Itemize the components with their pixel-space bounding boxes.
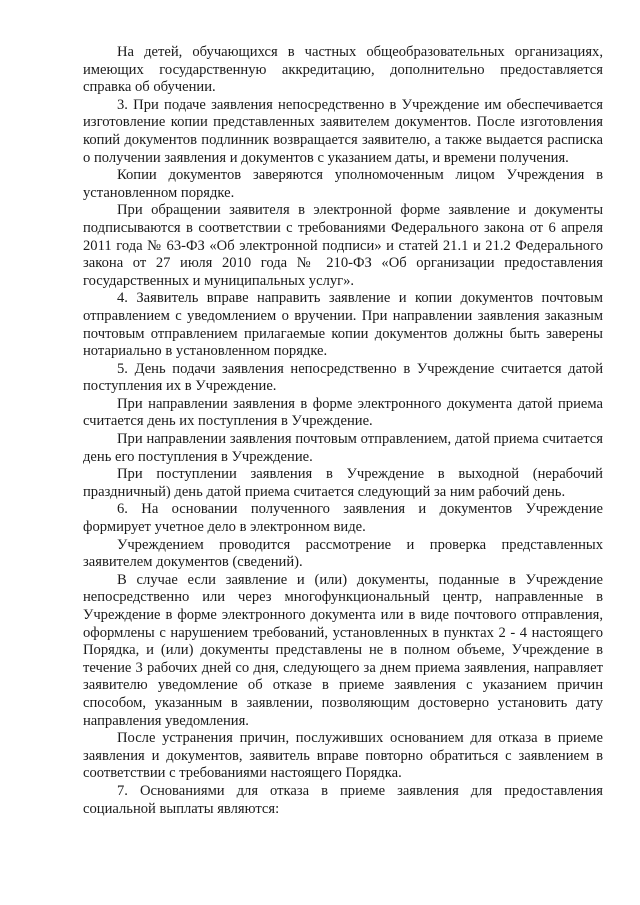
paragraph-item-7-refusal-grounds: 7. Основаниями для отказа в приеме заявления для предоставления социальной выплаты являются: (83, 782, 603, 817)
paragraph-item-4-postal: 4. Заявитель вправе направить заявление и копии документов почтовым отправлением с уведомлением о вручении. При направлении заявления заказным почтовым отправлением прилагаемые копии документов должны быть заверены нотариально в установленном порядке. (83, 290, 603, 360)
paragraph-refusal-notification: В случае если заявление и (или) документы, поданные в Учреждение непосредственно или через многофункциональный центр, направленные в Учреждение в форме электронного документа или в виде почтового отправления, оформлены с нарушением требований, установленных в пунктах 2 - 4 настоящего Порядка, и (или) документы представлены не в полном объеме, Учреждение в течение 3 рабочих дней со дня, следующего за днем приема заявления, направляет заявителю уведомление об отказе в приеме заявления с указанием причин способом, указанным в заявлении, позволяющим достоверно установить дату направления уведомления. (83, 571, 603, 729)
paragraph-item-5-submission-date: 5. День подачи заявления непосредственно в Учреждение считается датой поступления их в Учреждение. (83, 360, 603, 395)
paragraph-holiday-receipt: При поступлении заявления в Учреждение в выходной (нерабочий праздничный) день датой приема считается следующий за ним рабочий день. (83, 466, 603, 500)
paragraph-private-schools-certificate: На детей, обучающихся в частных общеобразовательных организациях, имеющих государственную аккредитацию, дополнительно предоставляется справка об обучении. (83, 44, 603, 96)
paragraph-item-6-account-file: 6. На основании полученного заявления и документов Учреждение формирует учетное дело в электронном виде. (83, 501, 603, 536)
document-page (83, 44, 603, 818)
paragraph-electronic-signature: При обращении заявителя в электронной форме заявление и документы подписываются в соответствии с требованиями Федерального закона от 6 апреля 2011 года № 63-ФЗ «Об электронной подписи» и статей 21.1 и 21.2 Федерального закона от 27 июля 2010 года № 210-ФЗ «Об организации предоставления государственных и муниципальных услуг». (83, 202, 603, 289)
paragraph-document-review: Учреждением проводится рассмотрение и проверка представленных заявителем документов (сведений). (83, 536, 603, 571)
paragraph-item-3-copies: 3. При подаче заявления непосредственно в Учреждение им обеспечивается изготовление копии представленных заявителем документов. После изготовления копий документов подлинник возвращается заявителю, а также выдается расписка о получении заявления и документов с указанием даты, и времени получения. (83, 96, 603, 166)
paragraph-repeat-application: После устранения причин, послуживших основанием для отказа в приеме заявления и документов, заявитель вправе повторно обратиться с заявлением в соответствии с требованиями настоящего Порядка. (83, 730, 603, 782)
paragraph-postal-receipt-date: При направлении заявления почтовым отправлением, датой приема считается день его поступления в Учреждение. (83, 431, 603, 465)
paragraph-electronic-receipt-date: При направлении заявления в форме электронного документа датой приема считается день их поступления в Учреждение. (83, 395, 603, 430)
paragraph-copies-certified: Копии документов заверяются уполномоченным лицом Учреждения в установленном порядке. (83, 167, 603, 201)
